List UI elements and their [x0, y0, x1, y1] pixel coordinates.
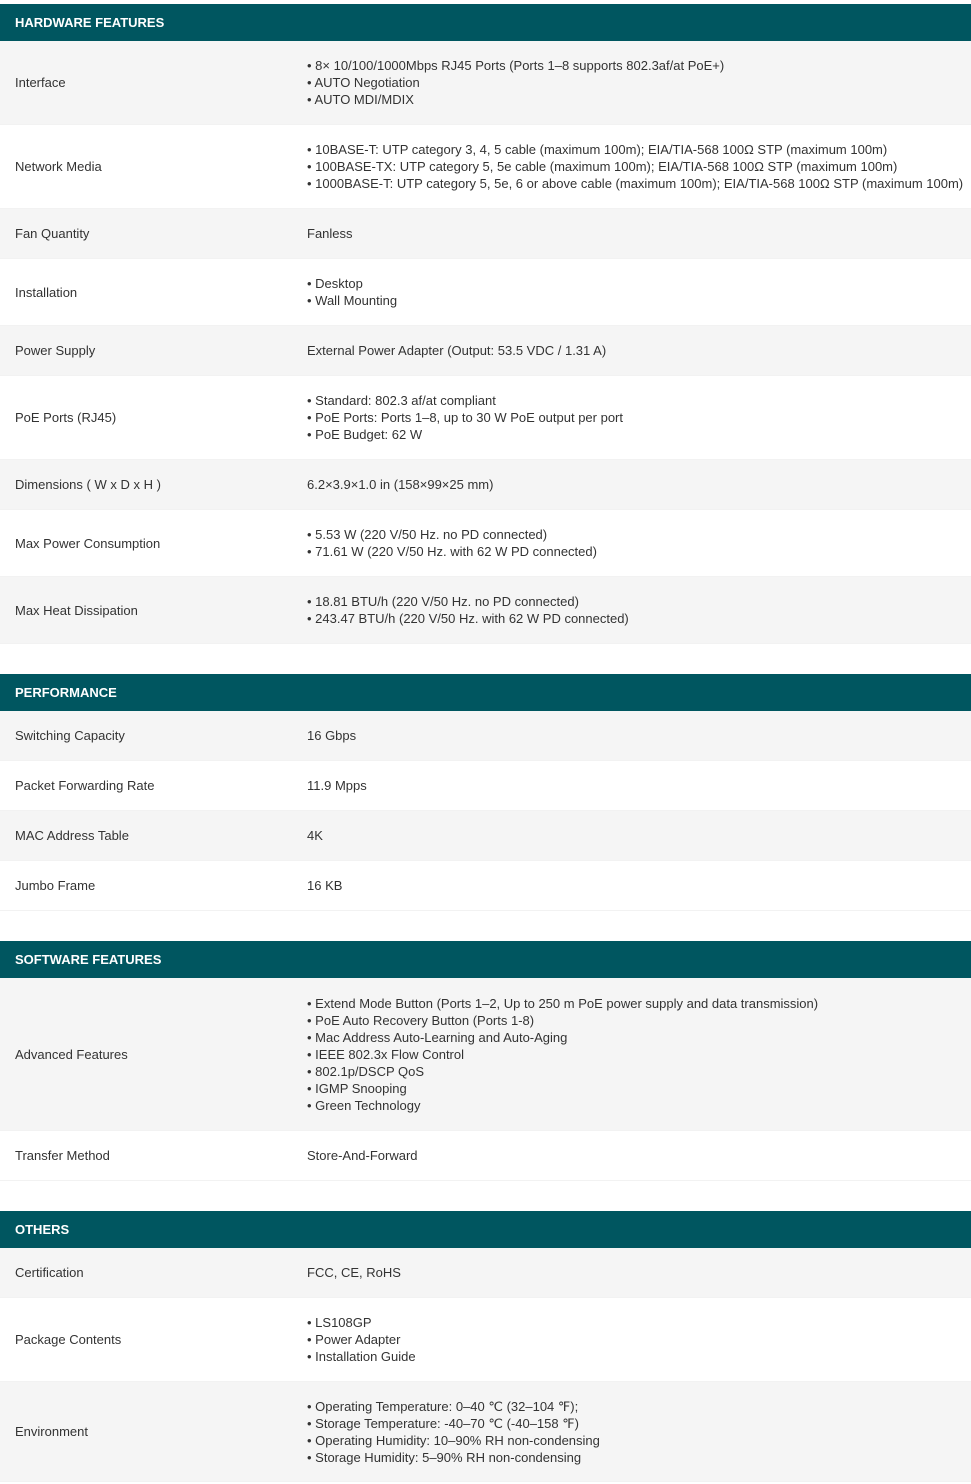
- spec-label: Max Heat Dissipation: [15, 602, 138, 618]
- spec-value-line: • Storage Humidity: 5–90% RH non-condensing: [307, 1449, 582, 1465]
- spec-value-line: Store-And-Forward: [307, 1148, 418, 1163]
- spec-value: [292, 526, 971, 560]
- spec-value-line: • Power Adapter: [307, 1332, 401, 1347]
- spec-value: [292, 777, 971, 794]
- spec-row: [0, 978, 971, 1131]
- spec-value: [292, 827, 971, 844]
- spec-value-line: • 802.1p/DSCP QoS: [307, 1063, 425, 1079]
- spec-value-line: • AUTO MDI/MDIX: [307, 92, 414, 107]
- spec-value: [292, 476, 971, 493]
- section-hardware-features: [0, 4, 971, 644]
- spec-value-line: External Power Adapter (Output: 53.5 VDC / 1.31 A): [307, 343, 607, 358]
- spec-value-line: • LS108GP: [307, 1315, 372, 1330]
- spec-label: Switching Capacity: [15, 728, 125, 743]
- spec-value-line: • Green Technology: [307, 1097, 421, 1113]
- spec-label: Network Media: [15, 159, 102, 174]
- spec-value-line: • Wall Mounting: [307, 293, 398, 308]
- spec-label: Packet Forwarding Rate: [15, 778, 155, 793]
- spec-value-line: • Standard: 802.3 af/at compliant: [307, 393, 496, 408]
- spec-value-line: • 5.53 W (220 V/50 Hz. no PD connected): [307, 527, 548, 542]
- spec-value-line: 6.2×3.9×1.0 in (158×99×25 mm): [307, 477, 494, 492]
- spec-row: [0, 510, 971, 577]
- section-gap: [0, 644, 971, 674]
- spec-row: [0, 761, 971, 811]
- spec-value: [292, 225, 971, 242]
- spec-value-line: • Storage Temperature: -40–70 ℃ (-40–158 ℉): [307, 1415, 579, 1431]
- spec-label: Dimensions ( W x D x H ): [15, 477, 161, 492]
- spec-row: [0, 326, 971, 376]
- spec-label: Installation: [15, 284, 78, 300]
- spec-value: [292, 995, 971, 1114]
- section-header: HARDWARE FEATURES: [0, 4, 971, 41]
- spec-value-line: • Desktop: [307, 276, 363, 291]
- spec-value: [292, 1147, 971, 1164]
- spec-row: [0, 41, 971, 125]
- spec-label: Fan Quantity: [15, 226, 90, 241]
- spec-value-line: • IEEE 802.3x Flow Control: [307, 1046, 465, 1062]
- spec-value-line: • 71.61 W (220 V/50 Hz. with 62 W PD connected): [307, 544, 597, 559]
- section-header: PERFORMANCE: [0, 674, 971, 711]
- spec-label: Transfer Method: [15, 1148, 110, 1163]
- spec-value: [292, 593, 971, 627]
- spec-value: [292, 392, 971, 443]
- spec-label: Advanced Features: [15, 1046, 128, 1062]
- spec-label: Environment: [15, 1424, 88, 1439]
- spec-label: Power Supply: [15, 343, 96, 358]
- spec-value: [292, 877, 971, 894]
- spec-label: Interface: [15, 75, 66, 90]
- section-gap: [0, 1181, 971, 1211]
- spec-row: [0, 711, 971, 761]
- spec-row: [0, 1248, 971, 1298]
- spec-value-line: • 8× 10/100/1000Mbps RJ45 Ports (Ports 1–8 supports 802.3af/at PoE+): [307, 58, 725, 73]
- spec-value: [292, 1264, 971, 1281]
- spec-value: [292, 141, 971, 192]
- spec-row: [0, 1298, 971, 1382]
- spec-row: [0, 376, 971, 460]
- spec-value-line: • PoE Auto Recovery Button (Ports 1-8): [307, 1012, 535, 1028]
- spec-value-line: Fanless: [307, 226, 353, 241]
- spec-row: [0, 811, 971, 861]
- section-others: [0, 1211, 971, 1482]
- spec-row: [0, 577, 971, 644]
- spec-value-line: • 243.47 BTU/h (220 V/50 Hz. with 62 W PD connected): [307, 611, 629, 626]
- spec-value-line: 4K: [307, 828, 323, 843]
- spec-label: MAC Address Table: [15, 828, 129, 843]
- spec-value-line: • Mac Address Auto-Learning and Auto-Aging: [307, 1029, 568, 1045]
- spec-value-line: • 100BASE-TX: UTP category 5, 5e cable (maximum 100m); EIA/TIA-568 100Ω STP (maximum 100m): [307, 159, 898, 174]
- spec-value: [292, 342, 971, 359]
- spec-label: Jumbo Frame: [15, 878, 96, 893]
- spec-value-line: • PoE Ports: Ports 1–8, up to 30 W PoE output per port: [307, 410, 623, 425]
- section-header: SOFTWARE FEATURES: [0, 941, 971, 978]
- spec-value: [292, 57, 971, 108]
- spec-value: [292, 1398, 971, 1466]
- section-software-features: [0, 941, 971, 1181]
- spec-row: [0, 1131, 971, 1181]
- spec-label: PoE Ports (RJ45): [15, 410, 117, 425]
- spec-value: [292, 727, 971, 744]
- spec-value-line: • AUTO Negotiation: [307, 75, 420, 90]
- spec-row: [0, 209, 971, 259]
- section-header: OTHERS: [0, 1211, 971, 1248]
- spec-value: [292, 1314, 971, 1365]
- spec-value-line: • 18.81 BTU/h (220 V/50 Hz. no PD connected): [307, 594, 579, 609]
- spec-value-line: FCC, CE, RoHS: [307, 1265, 401, 1280]
- spec-label: Max Power Consumption: [15, 535, 161, 551]
- spec-row: [0, 259, 971, 326]
- spec-row: [0, 125, 971, 209]
- spec-value-line: • Operating Temperature: 0–40 ℃ (32–104 ℉);: [307, 1398, 579, 1414]
- spec-value-line: • Extend Mode Button (Ports 1–2, Up to 250 m PoE power supply and data transmission): [307, 995, 819, 1011]
- spec-value-line: 16 KB: [307, 878, 343, 893]
- spec-row: [0, 861, 971, 911]
- spec-label: Certification: [15, 1265, 84, 1280]
- section-performance: [0, 674, 971, 911]
- spec-value-line: • 1000BASE-T: UTP category 5, 5e, 6 or above cable (maximum 100m); EIA/TIA-568 100Ω STP (maximum 100m): [307, 176, 964, 191]
- spec-value-line: • Operating Humidity: 10–90% RH non-condensing: [307, 1432, 600, 1448]
- spec-value-line: • IGMP Snooping: [307, 1080, 407, 1096]
- section-gap: [0, 911, 971, 941]
- spec-value-line: • 10BASE-T: UTP category 3, 4, 5 cable (maximum 100m); EIA/TIA-568 100Ω STP (maximum 100m): [307, 142, 888, 157]
- spec-value-line: 11.9 Mpps: [307, 778, 367, 793]
- spec-row: [0, 1382, 971, 1482]
- spec-value-line: 16 Gbps: [307, 728, 357, 743]
- spec-label: Package Contents: [15, 1332, 122, 1347]
- spec-value: [292, 275, 971, 309]
- spec-row: [0, 460, 971, 510]
- spec-value-line: • Installation Guide: [307, 1349, 416, 1364]
- spec-value-line: • PoE Budget: 62 W: [307, 427, 423, 442]
